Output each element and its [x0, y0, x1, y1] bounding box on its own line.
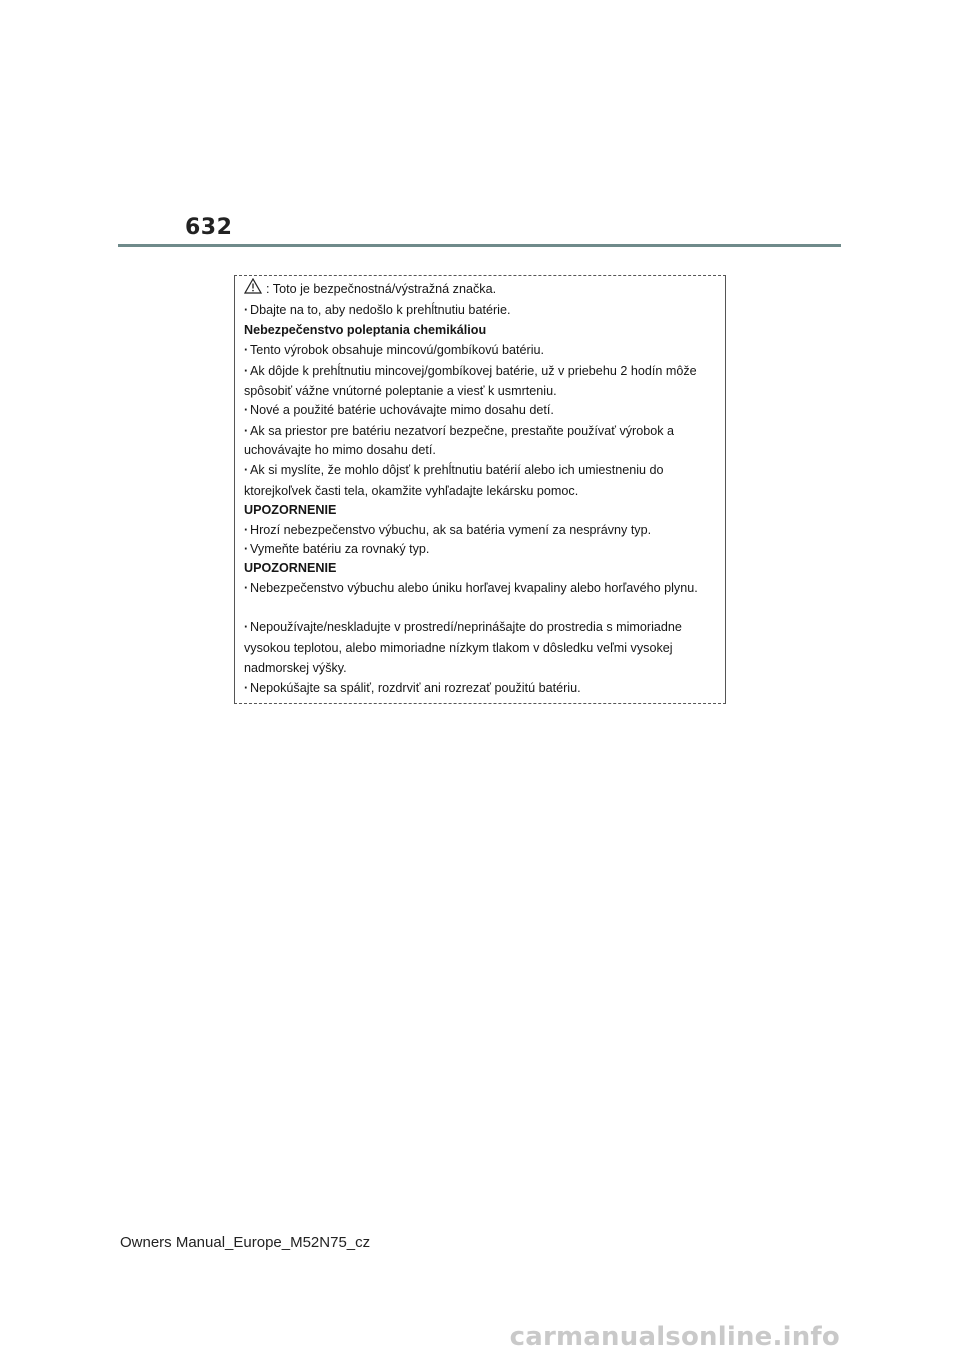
- label-line-10: ktorejkoľvek časti tela, okamžite vyhľadajte lekársku pomoc.: [244, 484, 579, 498]
- label-line-11: UPOZORNENIE: [244, 503, 337, 517]
- bullet: ·: [244, 542, 249, 556]
- label-line-14: UPOZORNENIE: [244, 561, 337, 575]
- label-line-4: · Ak dôjde k prehĺtnutiu mincovej/gombíkovej batérie, už v priebehu 2 hodín môže: [244, 364, 697, 378]
- label-line-12: · Hrozí nebezpečenstvo výbuchu, ak sa batéria vymení za nesprávny typ.: [244, 523, 652, 537]
- bullet: ·: [244, 581, 249, 595]
- label-line-17: vysokou teplotou, alebo mimoriadne nízkym tlakom v dôsledku veľmi vysokej: [244, 641, 673, 655]
- bullet: ·: [244, 620, 249, 634]
- bullet: ·: [244, 403, 249, 417]
- label-line-1: · Dbajte na to, aby nedošlo k prehĺtnutiu batérie.: [244, 303, 511, 317]
- label-line-0: : Toto je bezpečnostná/výstražná značka.: [266, 282, 497, 296]
- label-line-5: spôsobiť vážne vnútorné poleptanie a viesť k usmrteniu.: [244, 384, 557, 398]
- bullet: ·: [244, 523, 249, 537]
- bullet: ·: [244, 463, 249, 477]
- header-rule: [118, 244, 841, 247]
- watermark: carmanualsonline.info: [509, 1322, 840, 1352]
- label-line-13: · Vymeňte batériu za rovnaký typ.: [244, 542, 430, 556]
- label-line-2: Nebezpečenstvo poleptania chemikáliou: [244, 323, 487, 337]
- bullet: ·: [244, 303, 249, 317]
- label-line-6: · Nové a použité batérie uchovávajte mimo dosahu detí.: [244, 403, 554, 417]
- label-line-18: nadmorskej výšky.: [244, 661, 347, 675]
- warning-triangle-icon: [244, 278, 262, 294]
- label-line-15: · Nebezpečenstvo výbuchu alebo úniku horľavej kvapaliny alebo horľavého plynu.: [244, 581, 698, 595]
- bullet: ·: [244, 343, 249, 357]
- battery-warning-label: [234, 275, 726, 704]
- page-number: 632: [185, 215, 233, 240]
- label-line-7: · Ak sa priestor pre batériu nezatvorí bezpečne, prestaňte používať výrobok a: [244, 424, 675, 438]
- label-line-9: · Ak si myslíte, že mohlo dôjsť k prehĺtnutiu batérií alebo ich umiestneniu do: [244, 463, 664, 477]
- label-line-16: · Nepoužívajte/neskladujte v prostredí/neprinášajte do prostredia s mimoriadne: [244, 620, 682, 634]
- label-line-8: uchovávajte ho mimo dosahu detí.: [244, 443, 436, 457]
- label-line-3: · Tento výrobok obsahuje mincovú/gombíkovú batériu.: [244, 343, 545, 357]
- bullet: ·: [244, 364, 249, 378]
- footer-document-id: Owners Manual_Europe_M52N75_cz: [120, 1234, 371, 1251]
- bullet: ·: [244, 681, 249, 695]
- label-line-19: · Nepokúšajte sa spáliť, rozdrviť ani rozrezať použitú batériu.: [244, 681, 581, 695]
- bullet: ·: [244, 424, 249, 438]
